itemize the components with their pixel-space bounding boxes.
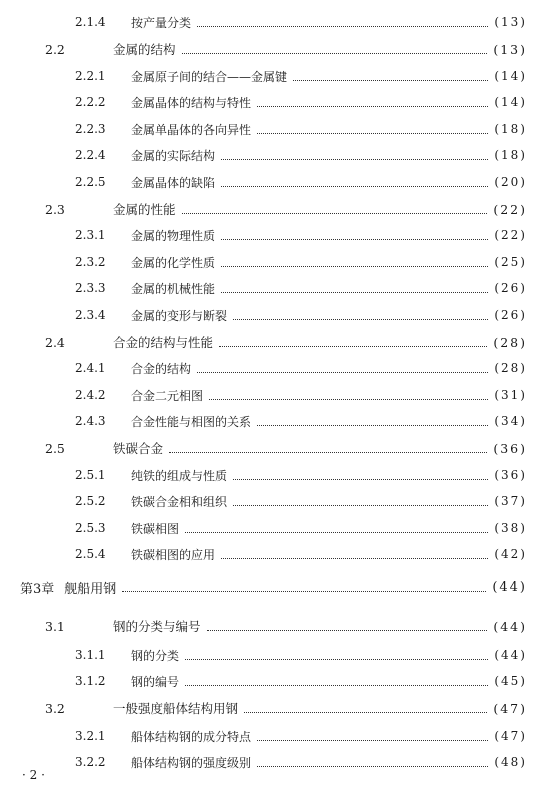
toc-subsection-entry[interactable] — [75, 252, 527, 272]
dot-leader — [257, 740, 488, 741]
dot-leader — [221, 186, 488, 187]
entry-title: 纯铁的组成与性质 — [131, 468, 228, 483]
entry-number: 3.1 — [45, 618, 65, 634]
toc-section-entry[interactable] — [45, 332, 527, 352]
entry-page: (13) — [493, 41, 527, 57]
entry-title: 舰船用钢 — [64, 581, 117, 597]
toc-section-entry[interactable] — [45, 39, 527, 59]
entry-page: (45) — [494, 674, 527, 688]
toc-subsection-entry[interactable] — [75, 66, 527, 86]
entry-page: (18) — [494, 148, 527, 162]
entry-number: 2.3.4 — [75, 308, 106, 322]
toc-subsection-entry[interactable] — [75, 645, 527, 665]
entry-title: 金属的性能 — [113, 202, 176, 217]
entry-number: 3.2 — [45, 700, 65, 716]
entry-title: 合金的结构 — [131, 361, 192, 376]
dot-leader — [197, 26, 488, 27]
dot-leader — [207, 630, 488, 631]
entry-page: (37) — [494, 494, 527, 508]
entry-number: 2.4.3 — [75, 414, 106, 428]
entry-title: 金属晶体的缺陷 — [131, 175, 216, 190]
toc-subsection-entry[interactable] — [75, 726, 527, 746]
toc-subsection-entry[interactable] — [75, 119, 527, 139]
entry-number: 2.5 — [45, 440, 65, 456]
entry-title: 金属的变形与断裂 — [131, 308, 228, 323]
dot-leader — [221, 159, 488, 160]
entry-page: (22) — [494, 228, 527, 242]
toc-section-entry[interactable] — [45, 616, 527, 636]
entry-title: 铁碳合金相和组织 — [131, 494, 228, 509]
toc-subsection-entry[interactable] — [75, 385, 527, 405]
dot-leader — [233, 505, 488, 506]
toc-subsection-entry[interactable] — [75, 465, 527, 485]
entry-number: 2.4.1 — [75, 361, 106, 375]
entry-title: 船体结构钢的成分特点 — [131, 729, 252, 744]
toc-subsection-entry[interactable] — [75, 752, 527, 772]
dot-leader — [293, 80, 488, 81]
entry-title: 合金的结构与性能 — [113, 335, 214, 350]
entry-page: (28) — [494, 361, 527, 375]
toc-subsection-entry[interactable] — [75, 411, 527, 431]
entry-title: 铁碳相图的应用 — [131, 547, 216, 562]
dot-leader — [244, 712, 487, 713]
entry-title: 钢的编号 — [131, 674, 180, 689]
entry-number: 2.2.4 — [75, 148, 106, 162]
dot-leader — [185, 659, 488, 660]
entry-number: 第3章 — [20, 581, 55, 597]
entry-title: 钢的分类 — [131, 648, 180, 663]
entry-page: (34) — [494, 414, 527, 428]
entry-number: 2.3.2 — [75, 255, 106, 269]
entry-number: 2.2.2 — [75, 95, 106, 109]
dot-leader — [185, 532, 488, 533]
entry-number: 2.5.1 — [75, 468, 106, 482]
dot-leader — [209, 399, 488, 400]
entry-page: (47) — [494, 729, 527, 743]
entry-number: 2.2 — [45, 41, 65, 57]
entry-page: (20) — [494, 175, 527, 189]
entry-title: 铁碳相图 — [131, 521, 180, 536]
dot-leader — [122, 591, 486, 592]
toc-chapter-entry[interactable] — [20, 577, 527, 597]
entry-page: (48) — [494, 755, 527, 769]
entry-number: 3.2.1 — [75, 729, 106, 743]
toc-section-entry[interactable] — [45, 698, 527, 718]
dot-leader — [219, 346, 487, 347]
entry-page: (25) — [494, 255, 527, 269]
dot-leader — [233, 479, 488, 480]
page-number: · 2 · — [22, 768, 45, 782]
entry-title: 金属的物理性质 — [131, 228, 216, 243]
entry-title: 钢的分类与编号 — [113, 619, 201, 634]
entry-number: 2.2.5 — [75, 175, 106, 189]
toc-subsection-entry[interactable] — [75, 544, 527, 564]
dot-leader — [257, 106, 488, 107]
entry-page: (42) — [494, 547, 527, 561]
entry-page: (14) — [494, 95, 527, 109]
dot-leader — [257, 425, 488, 426]
dot-leader — [221, 292, 488, 293]
entry-page: (14) — [494, 69, 527, 83]
entry-number: 2.4.2 — [75, 388, 106, 402]
entry-page: (44) — [493, 618, 527, 634]
entry-number: 2.3.1 — [75, 228, 106, 242]
entry-number: 2.1.4 — [75, 15, 106, 29]
entry-page: (36) — [494, 468, 527, 482]
toc-subsection-entry[interactable] — [75, 671, 527, 691]
entry-page: (18) — [494, 122, 527, 136]
entry-title: 合金二元相图 — [131, 388, 204, 403]
toc-section-entry[interactable] — [45, 199, 527, 219]
entry-page: (36) — [493, 440, 527, 456]
toc-subsection-entry[interactable] — [75, 225, 527, 245]
entry-number: 2.3.3 — [75, 281, 106, 295]
entry-number: 3.1.2 — [75, 674, 106, 688]
entry-number: 2.5.2 — [75, 494, 106, 508]
entry-number: 2.2.1 — [75, 69, 106, 83]
entry-title: 金属单晶体的各向异性 — [131, 122, 252, 137]
entry-title: 按产量分类 — [131, 15, 192, 30]
toc-subsection-entry[interactable] — [75, 491, 527, 511]
dot-leader — [221, 558, 488, 559]
toc-subsection-entry[interactable] — [75, 278, 527, 298]
entry-title: 船体结构钢的强度级别 — [131, 755, 252, 770]
toc-subsection-entry[interactable] — [75, 145, 527, 165]
dot-leader — [221, 239, 488, 240]
entry-title: 金属晶体的结构与特性 — [131, 95, 252, 110]
toc-subsection-entry[interactable] — [75, 518, 527, 538]
dot-leader — [257, 133, 488, 134]
toc-subsection-entry[interactable] — [75, 172, 527, 192]
entry-number: 3.2.2 — [75, 755, 106, 769]
entry-page: (22) — [493, 201, 527, 217]
entry-number: 3.1.1 — [75, 648, 106, 662]
entry-title: 铁碳合金 — [113, 441, 164, 456]
dot-leader — [221, 266, 488, 267]
entry-title: 金属的机械性能 — [131, 281, 216, 296]
dot-leader — [197, 372, 488, 373]
entry-number: 2.3 — [45, 201, 65, 217]
toc-subsection-entry[interactable] — [75, 358, 527, 378]
toc-section-entry[interactable] — [45, 438, 527, 458]
dot-leader — [182, 213, 488, 214]
toc-subsection-entry[interactable] — [75, 305, 527, 325]
entry-page: (44) — [494, 648, 527, 662]
dot-leader — [233, 319, 488, 320]
entry-page: (26) — [494, 308, 527, 322]
entry-title: 一般强度船体结构用钢 — [113, 701, 239, 716]
dot-leader — [185, 685, 488, 686]
entry-page: (38) — [494, 521, 527, 535]
toc-subsection-entry[interactable] — [75, 12, 527, 32]
entry-title: 金属的化学性质 — [131, 255, 216, 270]
entry-title: 金属原子间的结合——金属键 — [131, 69, 288, 84]
entry-page: (28) — [493, 334, 527, 350]
entry-number: 2.5.3 — [75, 521, 106, 535]
entry-number: 2.5.4 — [75, 547, 106, 561]
entry-page: (47) — [493, 700, 527, 716]
entry-number: 2.4 — [45, 334, 65, 350]
entry-title: 金属的结构 — [113, 42, 176, 57]
dot-leader — [169, 452, 487, 453]
entry-number: 2.2.3 — [75, 122, 106, 136]
entry-page: (13) — [494, 15, 527, 29]
entry-page: (26) — [494, 281, 527, 295]
dot-leader — [257, 766, 488, 767]
entry-title: 金属的实际结构 — [131, 148, 216, 163]
entry-page: (44) — [492, 579, 527, 595]
entry-title: 合金性能与相图的关系 — [131, 414, 252, 429]
dot-leader — [182, 53, 488, 54]
entry-page: (31) — [494, 388, 527, 402]
toc-subsection-entry[interactable] — [75, 92, 527, 112]
